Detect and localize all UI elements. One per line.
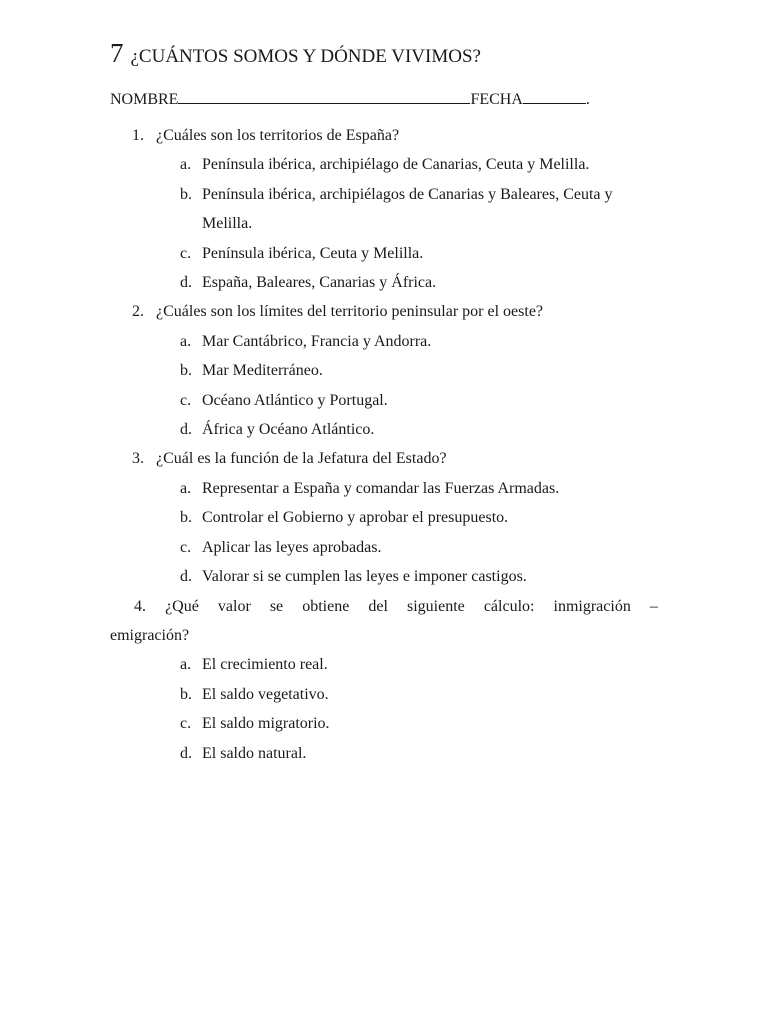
question-word: – <box>649 597 658 615</box>
question-text-line-2: emigración? <box>110 626 190 644</box>
question-text: ¿Cuáles son los límites del territorio peninsular por el oeste? <box>156 303 544 321</box>
option-text: Península ibérica, archipiélagos de Canarias y Baleares, Ceuta y Melilla. <box>202 185 613 233</box>
option-text: El saldo vegetativo. <box>202 685 329 703</box>
option-letter: c. <box>180 391 192 409</box>
option-b <box>110 356 658 385</box>
option-list <box>110 474 658 592</box>
question-word: ¿Qué <box>165 597 199 615</box>
option-text: Controlar el Gobierno y aprobar el presupuesto. <box>202 509 509 527</box>
question-text: ¿Cuál es la función de la Jefatura del Estado? <box>156 450 447 468</box>
option-text: El saldo migratorio. <box>202 715 330 733</box>
option-d <box>110 268 658 297</box>
option-text: El saldo natural. <box>202 744 307 762</box>
option-letter: a. <box>180 656 192 674</box>
option-letter: a. <box>180 332 192 350</box>
question-word: inmigración <box>553 597 631 615</box>
question-word: cálculo: <box>483 597 535 615</box>
option-text: El crecimiento real. <box>202 656 328 674</box>
question-word: valor <box>217 597 251 615</box>
question-word: siguiente <box>406 597 465 615</box>
option-list <box>110 650 658 768</box>
option-letter: d. <box>180 421 192 439</box>
option-b <box>110 503 658 532</box>
option-text: Mar Cantábrico, Francia y Andorra. <box>202 332 432 350</box>
option-text: Valorar si se cumplen las leyes e imponer castigos. <box>202 568 527 586</box>
option-letter: a. <box>180 479 192 497</box>
option-letter: d. <box>180 274 192 292</box>
option-a <box>110 150 658 179</box>
option-text: Península ibérica, Ceuta y Melilla. <box>202 244 424 262</box>
option-letter: c. <box>180 538 192 556</box>
option-letter: b. <box>180 509 192 527</box>
option-text: Aplicar las leyes aprobadas. <box>202 538 382 556</box>
option-a <box>110 327 658 356</box>
name-date-line <box>110 87 590 109</box>
question-number: 4. <box>134 597 146 615</box>
option-letter: a. <box>180 156 192 174</box>
question-number: 1. <box>132 127 144 144</box>
question-word: se <box>269 597 284 615</box>
question-4 <box>110 592 658 768</box>
option-list <box>110 327 658 445</box>
question-text-line-1 <box>110 592 658 621</box>
page-title <box>110 40 481 67</box>
option-list <box>110 150 658 297</box>
option-letter: b. <box>180 362 192 380</box>
date-label: FECHA <box>470 91 523 108</box>
question-3 <box>110 444 658 591</box>
option-text: España, Baleares, Canarias y África. <box>202 274 437 292</box>
option-c <box>110 533 658 562</box>
question-number: 2. <box>132 303 144 321</box>
option-c <box>110 709 658 738</box>
option-a <box>110 650 658 679</box>
question-word: del <box>368 597 388 615</box>
title-text: ¿CUÁNTOS SOMOS Y DÓNDE VIVIMOS? <box>130 46 481 67</box>
option-b <box>110 680 658 709</box>
option-letter: c. <box>180 244 192 262</box>
option-d <box>110 562 658 591</box>
option-text: Océano Atlántico y Portugal. <box>202 391 388 409</box>
option-c <box>110 386 658 415</box>
question-text: ¿Cuáles son los territorios de España? <box>156 127 400 144</box>
unit-number: 7 <box>110 38 124 68</box>
option-b <box>110 180 658 239</box>
name-label: NOMBRE <box>110 91 179 108</box>
option-letter: b. <box>180 185 192 203</box>
option-text: Mar Mediterráneo. <box>202 362 323 380</box>
date-end: . <box>585 91 590 108</box>
option-letter: d. <box>180 568 192 586</box>
question-list <box>110 121 658 768</box>
option-letter: c. <box>180 715 192 733</box>
question-word: obtiene <box>302 597 350 615</box>
option-d <box>110 739 658 768</box>
name-blank[interactable] <box>178 87 470 104</box>
option-letter: b. <box>180 685 192 703</box>
option-text: Península ibérica, archipiélago de Canarias, Ceuta y Melilla. <box>202 156 590 174</box>
question-number: 3. <box>132 450 144 468</box>
question-1 <box>110 121 658 297</box>
date-blank[interactable] <box>523 87 586 104</box>
option-c <box>110 239 658 268</box>
option-a <box>110 474 658 503</box>
question-2 <box>110 297 658 444</box>
option-d <box>110 415 658 444</box>
option-text: Representar a España y comandar las Fuerzas Armadas. <box>202 479 560 497</box>
option-letter: d. <box>180 744 192 762</box>
option-text: África y Océano Atlántico. <box>202 421 375 439</box>
